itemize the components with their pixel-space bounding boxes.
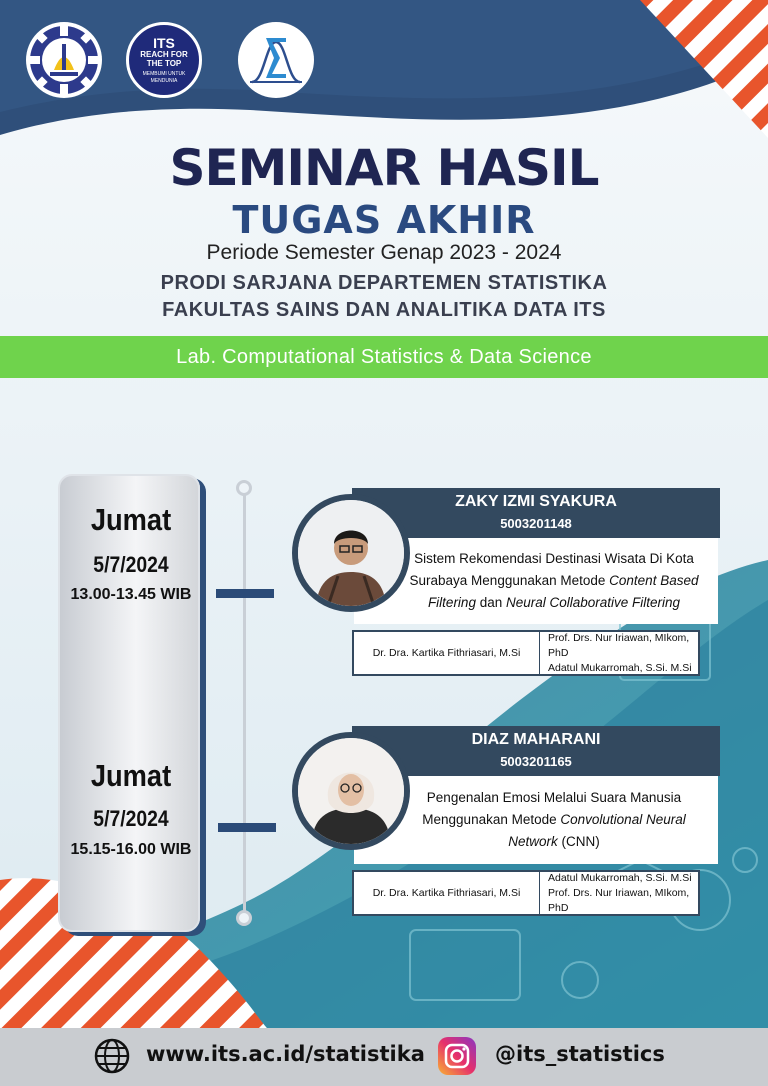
- prodi-text: [0, 270, 768, 324]
- supervisor: Dr. Dra. Kartika Fithriasari, M.Si: [354, 632, 540, 674]
- its-reach-logo-slogan: REACH FOR THE TOP: [140, 49, 188, 68]
- presenter-card-2: [352, 726, 722, 918]
- committee-box: [352, 630, 700, 676]
- gear-icon: [26, 22, 102, 98]
- presenter-header: [352, 488, 720, 538]
- instagram-handle[interactable]: @its_statistics: [495, 1042, 665, 1066]
- globe-icon: [93, 1037, 131, 1075]
- statistika-sigma-logo: [238, 22, 314, 98]
- thesis-title-part-a: Sistem Rekomendasi Destinasi Wisata Di Kota Surabaya Menggunakan Metode: [409, 551, 694, 588]
- person-icon: [298, 500, 404, 606]
- period-text: Periode Semester Genap 2023 - 2024: [206, 241, 562, 264]
- date-panel: [58, 474, 200, 932]
- examiner-2: Prof. Drs. Nur Iriawan, MIkom, PhD: [548, 886, 690, 914]
- presenter-name: ZAKY IZMI SYAKURA: [455, 493, 617, 510]
- thesis-title-part-d: Neural Collaborative Filtering: [505, 595, 681, 610]
- examiners: [540, 872, 698, 914]
- its-reach-logo: [126, 22, 202, 98]
- examiner-1: Adatul Mukarromah, S.Si. M.Si: [548, 871, 692, 884]
- its-reach-logo-text: ITS: [153, 34, 175, 51]
- session2-time: 15.15-16.00 WIB: [70, 841, 192, 858]
- session1-time: 13.00-13.45 WIB: [70, 586, 192, 603]
- examiner-2: Adatul Mukarromah, S.Si. M.Si: [548, 661, 692, 674]
- session1-date: 5/7/2024: [93, 552, 169, 577]
- thesis-title-part-b: Content Based Filtering: [427, 573, 699, 610]
- title-seminar-hasil: SEMINAR HASIL: [169, 139, 599, 197]
- title-tugas-akhir: TUGAS AKHIR: [232, 198, 536, 242]
- its-gear-logo: [26, 22, 102, 98]
- session2-day: Jumat: [90, 758, 172, 793]
- lab-banner: Lab. Computational Statistics & Data Science: [0, 336, 768, 378]
- presenter-name: DIAZ MAHARANI: [471, 731, 601, 748]
- committee-box: [352, 870, 700, 916]
- presenter-nrp: 5003201165: [500, 754, 572, 769]
- presenter-photo-1: [292, 494, 410, 612]
- timeline-marker-2: [218, 823, 276, 832]
- its-reach-logo-subtext: MEMBUMI UNTUK MENDUNIA: [142, 70, 186, 84]
- session1-day: Jumat: [90, 502, 172, 537]
- presenter-header: [352, 726, 720, 776]
- examiners: [540, 632, 698, 674]
- thesis-title-part-b: Convolutional Neural Network: [508, 812, 686, 849]
- prodi-line1: PRODI SARJANA DEPARTEMEN STATISTIKA: [160, 272, 608, 294]
- thesis-title-part-a: Pengenalan Emosi Melalui Suara Manusia Menggunakan Metode: [422, 790, 682, 827]
- person-icon: [298, 738, 404, 844]
- prodi-line2: FAKULTAS SAINS DAN ANALITIKA DATA ITS: [162, 299, 606, 321]
- presenter-card-1: [352, 488, 722, 678]
- supervisor: Dr. Dra. Kartika Fithriasari, M.Si: [354, 872, 540, 914]
- thesis-title-part-c: dan: [475, 595, 506, 610]
- timeline-end-dot: [236, 910, 252, 926]
- timeline-marker-1: [216, 589, 274, 598]
- timeline-line: [243, 494, 246, 914]
- examiner-1: Prof. Drs. Nur Iriawan, MIkom, PhD: [548, 631, 690, 659]
- session2-date: 5/7/2024: [93, 806, 169, 831]
- presenter-photo-2: [292, 732, 410, 850]
- presenter-nrp: 5003201148: [500, 516, 572, 531]
- instagram-icon: [437, 1036, 477, 1076]
- sigma-icon: [238, 22, 314, 98]
- timeline-start-dot: [236, 480, 252, 496]
- website-link[interactable]: www.its.ac.id/statistika: [146, 1042, 425, 1066]
- thesis-title-part-c: (CNN): [557, 834, 600, 849]
